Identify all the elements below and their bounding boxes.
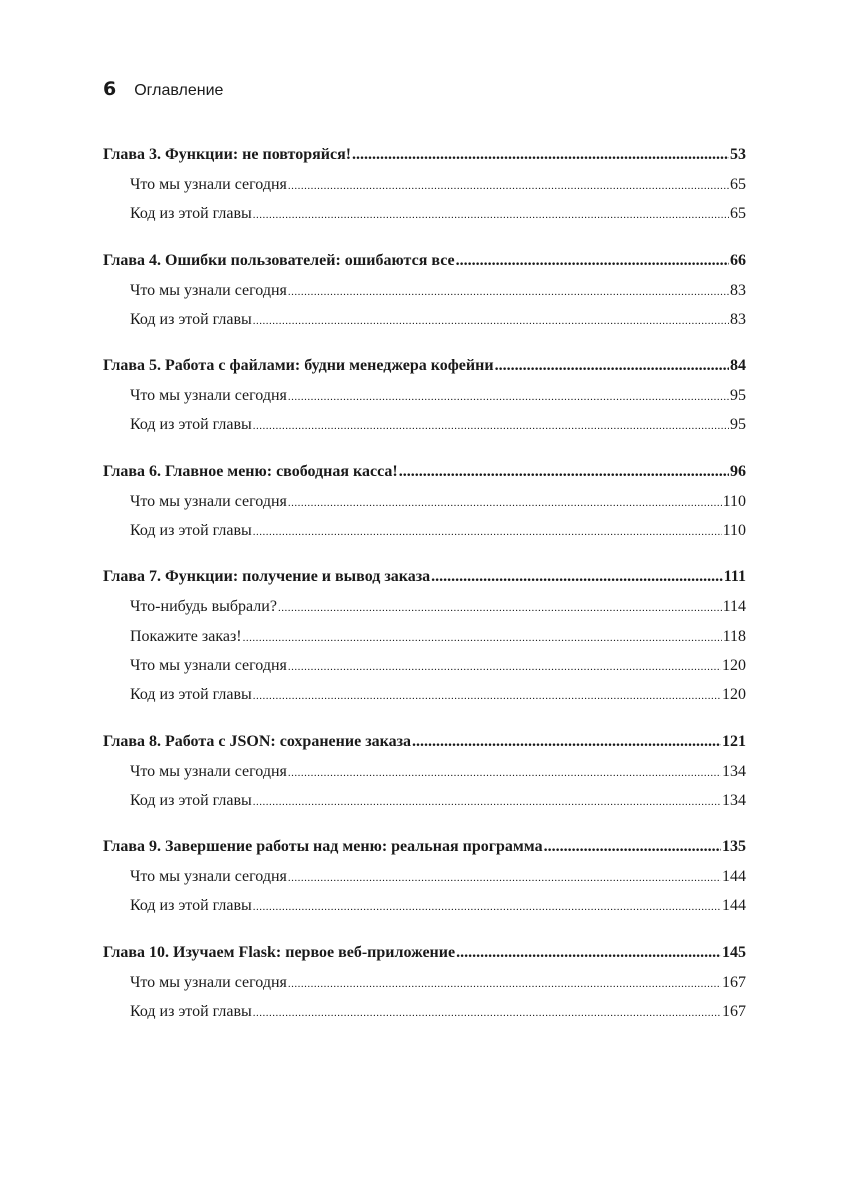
section-title: Что мы узнали сегодня xyxy=(130,973,287,991)
section-page-number: 110 xyxy=(722,522,746,540)
section-title: Код из этой главы xyxy=(130,791,252,809)
toc-chapter-entry[interactable] xyxy=(103,246,746,276)
toc-section-entry[interactable] xyxy=(103,862,746,891)
chapter-page-number: 121 xyxy=(722,732,746,750)
toc-chapter xyxy=(103,727,746,816)
chapter-title: Глава 3. Функции: не повторяйся! xyxy=(103,146,352,163)
section-title: Что мы узнали сегодня xyxy=(130,868,287,886)
section-page-number: 95 xyxy=(730,387,746,405)
section-page-number: 95 xyxy=(730,416,746,434)
section-title: Код из этой главы xyxy=(130,686,252,704)
section-title: Код из этой главы xyxy=(130,1003,252,1021)
toc-section-entry[interactable] xyxy=(103,757,746,786)
toc-section-entry[interactable] xyxy=(103,997,746,1026)
chapter-page-number: 66 xyxy=(730,251,746,269)
chapter-page-number: 96 xyxy=(730,462,746,480)
chapter-title: Глава 4. Ошибки пользователей: ошибаются все xyxy=(103,251,455,269)
toc-chapter-entry[interactable] xyxy=(103,562,746,592)
toc-chapter xyxy=(103,457,746,546)
chapter-title: Глава 10. Изучаем Flask: первое веб-приложение xyxy=(103,943,456,961)
chapter-title: Глава 9. Завершение работы над меню: реальная программа xyxy=(103,838,543,856)
section-title: Что мы узнали сегодня xyxy=(130,176,287,193)
section-page-number: 167 xyxy=(722,1003,746,1021)
section-title: Покажите заказ! xyxy=(130,627,242,645)
toc-chapter xyxy=(103,562,746,709)
section-page-number: 83 xyxy=(730,281,746,299)
toc-section-entry[interactable] xyxy=(103,516,746,545)
toc-chapter-entry[interactable] xyxy=(103,457,746,487)
chapter-title: Глава 5. Работа с файлами: будни менеджера кофейни xyxy=(103,357,494,375)
section-title: Что мы узнали сегодня xyxy=(130,492,287,510)
toc-section-entry[interactable] xyxy=(103,786,746,815)
section-page-number: 167 xyxy=(722,973,746,991)
section-title: Код из этой главы xyxy=(130,205,252,223)
dot-leader xyxy=(288,968,721,997)
running-head-title: Оглавление xyxy=(134,82,224,99)
toc-section-entry[interactable] xyxy=(103,410,746,439)
dot-leader xyxy=(253,410,729,439)
chapter-page-number: 135 xyxy=(722,838,746,856)
chapter-page-number: 53 xyxy=(730,146,746,163)
dot-leader xyxy=(253,199,729,228)
dot-leader xyxy=(253,516,722,545)
toc-section-entry[interactable] xyxy=(103,276,746,305)
dot-leader xyxy=(288,487,722,516)
chapter-title: Глава 7. Функции: получение и вывод заказа xyxy=(103,568,431,586)
section-title: Что мы узнали сегодня xyxy=(130,656,287,674)
section-page-number: 65 xyxy=(730,205,746,223)
toc-chapter xyxy=(103,832,746,921)
section-page-number: 144 xyxy=(722,868,746,886)
chapter-page-number: 145 xyxy=(722,943,746,961)
dot-leader xyxy=(288,381,729,410)
dot-leader xyxy=(278,592,722,621)
table-of-contents xyxy=(103,140,746,1043)
section-page-number: 83 xyxy=(730,310,746,328)
toc-chapter-entry[interactable] xyxy=(103,140,746,170)
toc-chapter-entry[interactable] xyxy=(103,351,746,381)
section-page-number: 120 xyxy=(722,686,746,704)
section-page-number: 118 xyxy=(722,627,746,645)
section-title: Код из этой главы xyxy=(130,897,252,915)
toc-section-entry[interactable] xyxy=(103,381,746,410)
dot-leader xyxy=(253,891,721,920)
dot-leader xyxy=(544,832,721,862)
dot-leader xyxy=(431,562,723,592)
section-page-number: 110 xyxy=(722,492,746,510)
toc-chapter-entry[interactable] xyxy=(103,938,746,968)
section-title: Код из этой главы xyxy=(130,310,252,328)
dot-leader xyxy=(288,651,721,680)
page-number: 6 xyxy=(103,78,117,100)
section-title: Код из этой главы xyxy=(130,416,252,434)
dot-leader xyxy=(253,997,721,1026)
dot-leader xyxy=(253,680,721,709)
toc-section-entry[interactable] xyxy=(103,680,746,709)
dot-leader xyxy=(243,622,722,651)
toc-section-entry[interactable] xyxy=(103,487,746,516)
dot-leader xyxy=(495,351,729,381)
toc-section-entry[interactable] xyxy=(103,891,746,920)
section-title: Что мы узнали сегодня xyxy=(130,762,287,780)
dot-leader xyxy=(288,757,721,786)
dot-leader xyxy=(412,727,721,757)
section-page-number: 144 xyxy=(722,897,746,915)
section-page-number: 134 xyxy=(722,762,746,780)
toc-section-entry[interactable] xyxy=(103,622,746,651)
dot-leader xyxy=(288,862,721,891)
section-title: Что мы узнали сегодня xyxy=(130,281,287,299)
toc-section-entry[interactable] xyxy=(103,199,746,228)
toc-section-entry[interactable] xyxy=(103,170,746,199)
dot-leader xyxy=(399,457,729,487)
section-page-number: 120 xyxy=(722,656,746,674)
toc-chapter xyxy=(103,938,746,1027)
chapter-title: Глава 8. Работа с JSON: сохранение заказа xyxy=(103,732,412,750)
section-page-number: 65 xyxy=(730,176,746,193)
dot-leader xyxy=(352,140,729,170)
toc-chapter xyxy=(103,246,746,335)
chapter-page-number: 111 xyxy=(723,568,746,586)
dot-leader xyxy=(456,246,729,276)
toc-chapter xyxy=(103,140,746,229)
dot-leader xyxy=(253,305,729,334)
chapter-page-number: 84 xyxy=(730,357,746,375)
toc-section-entry[interactable] xyxy=(103,651,746,680)
dot-leader xyxy=(456,938,721,968)
section-title: Код из этой главы xyxy=(130,522,252,540)
dot-leader xyxy=(288,276,729,305)
page-header xyxy=(103,78,223,100)
section-title: Что-нибудь выбрали? xyxy=(130,598,277,616)
toc-chapter-entry[interactable] xyxy=(103,727,746,757)
dot-leader xyxy=(288,170,729,199)
chapter-title: Глава 6. Главное меню: свободная касса! xyxy=(103,462,398,480)
toc-section-entry[interactable] xyxy=(103,592,746,621)
toc-chapter xyxy=(103,351,746,440)
dot-leader xyxy=(253,786,721,815)
section-page-number: 114 xyxy=(722,598,746,616)
toc-chapter-entry[interactable] xyxy=(103,832,746,862)
toc-section-entry[interactable] xyxy=(103,968,746,997)
section-page-number: 134 xyxy=(722,791,746,809)
section-title: Что мы узнали сегодня xyxy=(130,387,287,405)
toc-section-entry[interactable] xyxy=(103,305,746,334)
